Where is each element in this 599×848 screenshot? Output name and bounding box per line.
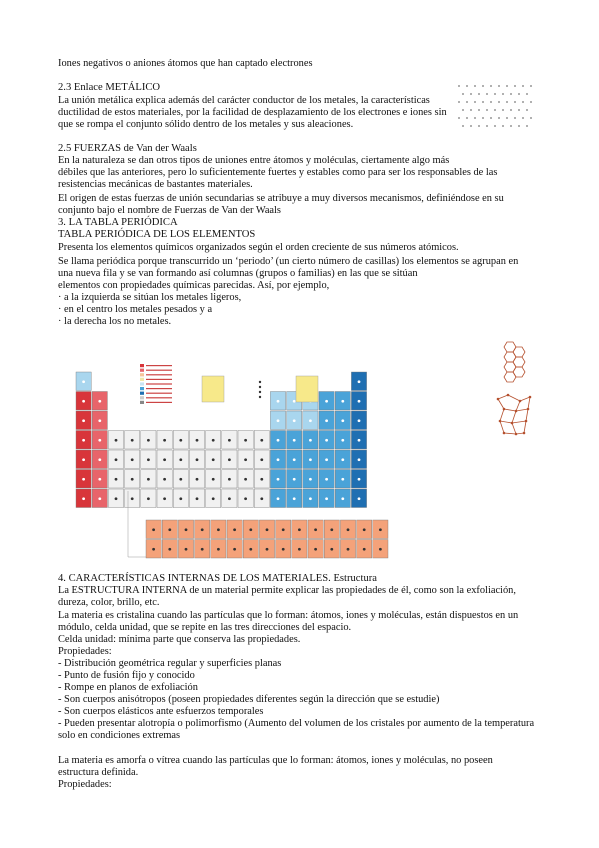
element-symbol-mark bbox=[147, 439, 150, 442]
periodic-table-image bbox=[70, 352, 500, 562]
section-heading: TABLA PERIÓDICA DE LOS ELEMENTOS bbox=[58, 229, 256, 240]
legend-swatch bbox=[140, 392, 144, 395]
element-symbol-mark bbox=[82, 400, 85, 403]
element-symbol-mark bbox=[293, 419, 296, 422]
legend-line bbox=[146, 365, 172, 366]
element-symbol-mark bbox=[358, 478, 361, 481]
text-line: Iones negativos o aniones átomos que han captado electrones bbox=[58, 58, 313, 69]
text-line: La materia es amorfa o vítrea cuando las partículas que lo forman: átomos, iones y moléculas, no poseen bbox=[58, 755, 493, 766]
element-symbol-mark bbox=[163, 458, 166, 461]
element-symbol-mark bbox=[309, 478, 312, 481]
element-symbol-mark bbox=[363, 528, 366, 531]
element-symbol-mark bbox=[325, 400, 328, 403]
element-symbol-mark bbox=[260, 478, 263, 481]
element-symbol-mark bbox=[179, 497, 182, 500]
element-symbol-mark bbox=[115, 458, 118, 461]
text-line: ductilidad de estos materiales, por la facilidad de desplazamiento de los electrones e iones sin bbox=[58, 107, 447, 118]
element-symbol-mark bbox=[179, 439, 182, 442]
element-symbol-mark bbox=[212, 497, 215, 500]
element-symbol-mark bbox=[82, 478, 85, 481]
text-line: que se rompa el conjunto sólido dentro de los metales y sus aleaciones. bbox=[58, 119, 354, 130]
element-symbol-mark bbox=[82, 439, 85, 442]
element-symbol-mark bbox=[147, 497, 150, 500]
element-symbol-mark bbox=[98, 497, 101, 500]
list-item: · en el centro los metales pesados y a bbox=[58, 304, 213, 315]
element-symbol-mark bbox=[277, 458, 280, 461]
element-symbol-mark bbox=[217, 528, 220, 531]
element-symbol-mark bbox=[314, 528, 317, 531]
element-symbol-mark bbox=[358, 497, 361, 500]
element-symbol-mark bbox=[196, 439, 199, 442]
element-symbol-mark bbox=[244, 458, 247, 461]
element-symbol-mark bbox=[277, 497, 280, 500]
text-line: dureza, color, brillo, etc. bbox=[58, 597, 160, 608]
element-symbol-mark bbox=[212, 439, 215, 442]
element-symbol-mark bbox=[298, 528, 301, 531]
element-symbol-mark bbox=[115, 478, 118, 481]
legend-swatch bbox=[140, 396, 144, 399]
element-symbol-mark bbox=[228, 439, 231, 442]
element-symbol-mark bbox=[201, 528, 204, 531]
element-symbol-mark bbox=[131, 478, 134, 481]
text-line: El origen de estas fuerzas de unión secundarias se atribuye a muy diversos mecanismos, definiéndose en su bbox=[58, 193, 504, 204]
element-symbol-mark bbox=[152, 548, 155, 551]
element-symbol-mark bbox=[131, 439, 134, 442]
element-symbol-mark bbox=[131, 497, 134, 500]
legend-line bbox=[146, 393, 172, 394]
text-line: La ESTRUCTURA INTERNA de un material permite explicar las propiedades de él, como son la exfoliación, bbox=[58, 585, 516, 596]
text-line: resistencias mecánicas de bastantes materiales. bbox=[58, 179, 253, 190]
element-symbol-mark bbox=[163, 439, 166, 442]
element-symbol-mark bbox=[341, 458, 344, 461]
section-heading: 2.3 Enlace METÁLICO bbox=[58, 82, 161, 93]
text-line: La unión metálica explica además del carácter conductor de los metales, la características bbox=[58, 95, 430, 106]
element-symbol-mark bbox=[115, 497, 118, 500]
element-symbol-mark bbox=[341, 419, 344, 422]
text-line: Celda unidad: mínima parte que conserva las propiedades. bbox=[58, 634, 301, 645]
text-line: En la naturaleza se dan otros tipos de uniones entre átomos y moléculas, ciertamente algo más bbox=[58, 155, 450, 166]
legend-swatch bbox=[140, 364, 144, 367]
legend-swatch bbox=[140, 401, 144, 404]
element-symbol-mark bbox=[82, 497, 85, 500]
element-symbol-mark bbox=[98, 419, 101, 422]
text-line: Propiedades: bbox=[58, 646, 112, 657]
element-symbol-mark bbox=[347, 528, 350, 531]
element-symbol-mark bbox=[82, 458, 85, 461]
text-line: Propiedades: bbox=[58, 779, 112, 790]
element-symbol-mark bbox=[293, 458, 296, 461]
text-line: Presenta los elementos químicos organizados según el orden creciente de sus números atómicos. bbox=[58, 242, 459, 253]
list-item: - Rompe en planos de exfoliación bbox=[58, 682, 198, 693]
element-symbol-mark bbox=[196, 478, 199, 481]
element-symbol-mark bbox=[152, 528, 155, 531]
element-symbol-mark bbox=[277, 439, 280, 442]
legend-line bbox=[146, 402, 172, 403]
element-symbol-mark bbox=[244, 478, 247, 481]
element-symbol-mark bbox=[260, 458, 263, 461]
legend-sample-box bbox=[202, 376, 224, 402]
legend-symbol bbox=[259, 396, 261, 398]
element-symbol-mark bbox=[314, 548, 317, 551]
element-symbol-mark bbox=[185, 528, 188, 531]
element-symbol-mark bbox=[163, 478, 166, 481]
element-symbol-mark bbox=[363, 548, 366, 551]
element-symbol-mark bbox=[347, 548, 350, 551]
element-symbol-mark bbox=[293, 478, 296, 481]
element-symbol-mark bbox=[325, 497, 328, 500]
element-symbol-mark bbox=[201, 548, 204, 551]
element-symbol-mark bbox=[168, 528, 171, 531]
element-symbol-mark bbox=[325, 478, 328, 481]
list-item: - Son cuerpos elásticos ante esfuerzos temporales bbox=[58, 706, 264, 717]
list-item: · a la izquierda se sitúan los metales ligeros, bbox=[58, 292, 242, 303]
list-item: - Distribución geométrica regular y superficies planas bbox=[58, 658, 282, 669]
element-symbol-mark bbox=[82, 419, 85, 422]
element-symbol-mark bbox=[233, 548, 236, 551]
legend-swatch bbox=[140, 378, 144, 381]
element-symbol-mark bbox=[212, 478, 215, 481]
legend-swatch bbox=[140, 382, 144, 385]
legend-line bbox=[146, 383, 172, 384]
element-symbol-mark bbox=[309, 458, 312, 461]
element-symbol-mark bbox=[244, 439, 247, 442]
element-symbol-mark bbox=[293, 400, 296, 403]
legend-line bbox=[146, 379, 172, 380]
element-symbol-mark bbox=[212, 458, 215, 461]
text-line: débiles que las anteriores, pero lo suficientemente fuertes y estables como para ser los responsables de las bbox=[58, 167, 498, 178]
element-symbol-mark bbox=[228, 497, 231, 500]
section-heading: 2.5 FUERZAS de Van der Waals bbox=[58, 143, 197, 154]
element-symbol-mark bbox=[260, 497, 263, 500]
text-line: conjunto bajo el nombre de Fuerzas de Van der Waals bbox=[58, 205, 281, 216]
legend-swatch bbox=[140, 373, 144, 376]
element-symbol-mark bbox=[277, 400, 280, 403]
element-symbol-mark bbox=[179, 478, 182, 481]
element-symbol-mark bbox=[196, 458, 199, 461]
legend-symbol bbox=[259, 391, 261, 393]
text-line: estructura definida. bbox=[58, 767, 139, 778]
element-symbol-mark bbox=[325, 458, 328, 461]
element-symbol-mark bbox=[217, 548, 220, 551]
element-symbol-mark bbox=[309, 439, 312, 442]
legend-line bbox=[146, 374, 172, 375]
element-symbol-mark bbox=[266, 548, 269, 551]
element-symbol-mark bbox=[98, 478, 101, 481]
element-symbol-mark bbox=[298, 548, 301, 551]
element-symbol-mark bbox=[358, 419, 361, 422]
legend-line bbox=[146, 370, 172, 371]
list-item: - Pueden presentar alotropía o polimorfismo (Aumento del volumen de los cristales por aumento de la temperatura bbox=[58, 718, 535, 729]
element-symbol-mark bbox=[358, 439, 361, 442]
element-symbol-mark bbox=[358, 400, 361, 403]
text-line: una nueva fila y se van formando así columnas (grupos o familias) en las que se sitúan bbox=[58, 268, 418, 279]
graphite-structure-image bbox=[498, 340, 532, 388]
element-symbol-mark bbox=[98, 439, 101, 442]
element-symbol-mark bbox=[330, 548, 333, 551]
legend-symbol bbox=[259, 381, 261, 383]
element-symbol-mark bbox=[341, 400, 344, 403]
element-symbol-mark bbox=[293, 439, 296, 442]
element-symbol-mark bbox=[309, 419, 312, 422]
element-symbol-mark bbox=[282, 548, 285, 551]
text-line: Se llama periódica porque transcurrido un ‘periodo’ (un cierto número de casillas) los elementos se agrupan en bbox=[58, 256, 519, 267]
element-symbol-mark bbox=[185, 548, 188, 551]
metallic-lattice-image bbox=[455, 82, 537, 132]
legend-swatch bbox=[140, 369, 144, 372]
list-item: - Son cuerpos anisótropos (poseen propiedades diferentes según la dirección que se estudie) bbox=[58, 694, 440, 705]
element-symbol-mark bbox=[244, 497, 247, 500]
section-heading: 4. CARACTERÍSTICAS INTERNAS DE LOS MATERIALES. Estructura bbox=[58, 573, 377, 584]
legend-swatch bbox=[140, 387, 144, 390]
element-symbol-mark bbox=[341, 439, 344, 442]
text-line: elementos con propiedades químicas parecidas. Así, por ejemplo, bbox=[58, 280, 330, 291]
text-line: La materia es cristalina cuando las partículas que lo forman: átomos, iones y moléculas, están dispuestos en un bbox=[58, 610, 519, 621]
element-symbol-mark bbox=[358, 380, 361, 383]
legend-line bbox=[146, 397, 172, 398]
list-item: · la derecha los no metales. bbox=[58, 316, 172, 327]
list-item: - Punto de fusión fijo y conocido bbox=[58, 670, 195, 681]
element-symbol-mark bbox=[179, 458, 182, 461]
element-symbol-mark bbox=[379, 528, 382, 531]
element-symbol-mark bbox=[309, 497, 312, 500]
element-symbol-mark bbox=[358, 458, 361, 461]
element-symbol-mark bbox=[249, 548, 252, 551]
element-symbol-mark bbox=[196, 497, 199, 500]
text-line: módulo, celda unidad, que se repite en las tres direcciones del espacio. bbox=[58, 622, 352, 633]
diamond-structure-image bbox=[494, 393, 534, 437]
element-symbol-mark bbox=[98, 400, 101, 403]
element-symbol-mark bbox=[82, 380, 85, 383]
element-symbol-mark bbox=[282, 528, 285, 531]
element-symbol-mark bbox=[168, 548, 171, 551]
element-symbol-mark bbox=[115, 439, 118, 442]
element-symbol-mark bbox=[163, 497, 166, 500]
section-heading: 3. LA TABLA PERIÓDICA bbox=[58, 217, 178, 228]
element-symbol-mark bbox=[277, 419, 280, 422]
element-symbol-mark bbox=[341, 497, 344, 500]
element-symbol-mark bbox=[233, 528, 236, 531]
element-symbol-mark bbox=[379, 548, 382, 551]
element-symbol-mark bbox=[341, 478, 344, 481]
element-symbol-mark bbox=[325, 439, 328, 442]
element-symbol-mark bbox=[98, 458, 101, 461]
element-symbol-mark bbox=[260, 439, 263, 442]
element-symbol-mark bbox=[131, 458, 134, 461]
element-symbol-mark bbox=[293, 497, 296, 500]
text-line: solo en condiciones extremas bbox=[58, 730, 181, 741]
element-symbol-mark bbox=[228, 458, 231, 461]
legend-sample-box bbox=[296, 376, 318, 402]
element-symbol-mark bbox=[266, 528, 269, 531]
element-symbol-mark bbox=[147, 458, 150, 461]
element-symbol-mark bbox=[249, 528, 252, 531]
legend-symbol bbox=[259, 386, 261, 388]
element-symbol-mark bbox=[330, 528, 333, 531]
element-symbol-mark bbox=[147, 478, 150, 481]
legend-line bbox=[146, 388, 172, 389]
element-symbol-mark bbox=[228, 478, 231, 481]
element-symbol-mark bbox=[325, 419, 328, 422]
element-symbol-mark bbox=[277, 478, 280, 481]
